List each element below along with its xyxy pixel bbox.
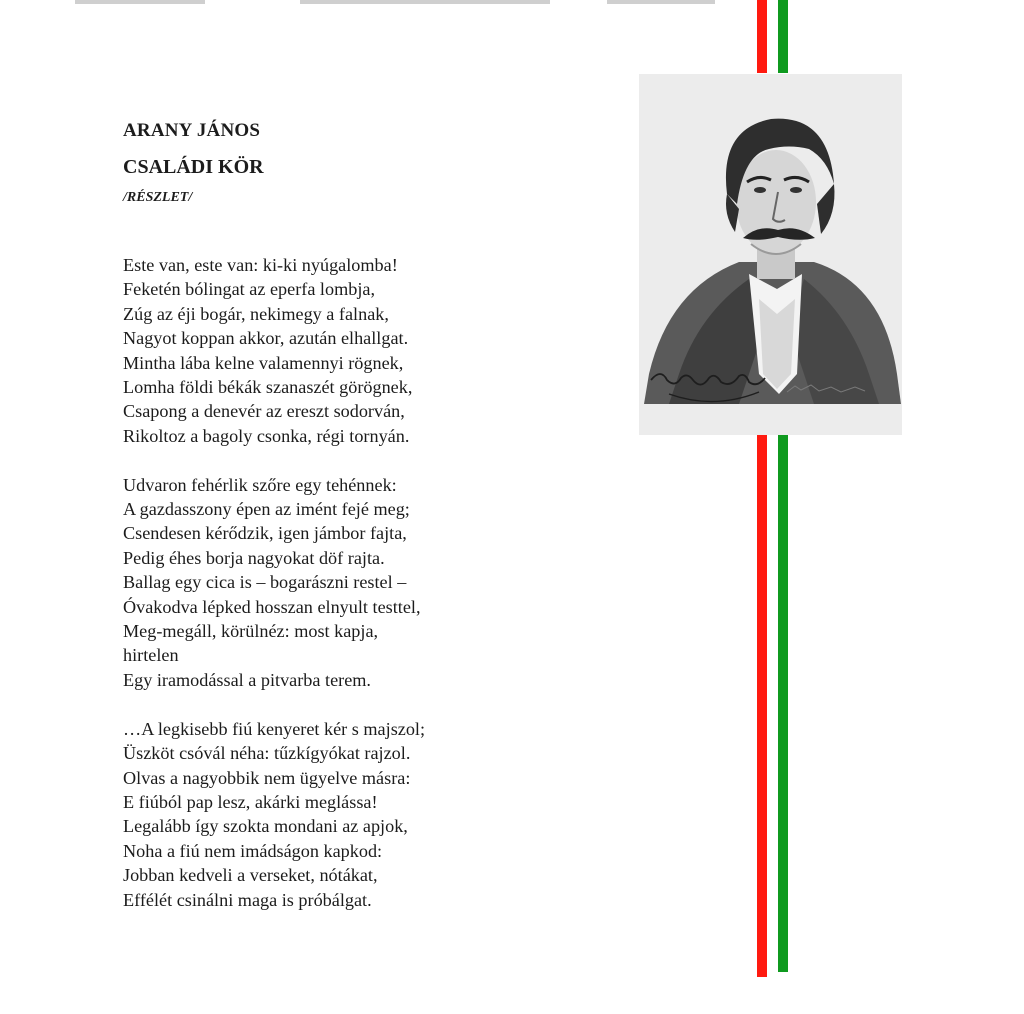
- poem-line: Noha a fiú nem imádságon kapkod:: [123, 840, 383, 861]
- stanza-2: [123, 473, 425, 693]
- poem-line: Csapong a denevér az ereszt sodorván,: [123, 401, 405, 422]
- poem-line: Lomha földi békák szanaszét görögnek,: [123, 377, 413, 398]
- poem-line: Este van, este van: ki-ki nyúgalomba!: [123, 255, 398, 275]
- poem-line: Udvaron fehérlik szőre egy tehénnek:: [123, 474, 397, 495]
- poem-subtitle: /RÉSZLET/: [123, 190, 193, 205]
- poem-line: Üszköt csóvál néha: tűzkígyókat rajzol.: [123, 743, 411, 764]
- flag-stripe-green: [778, 434, 788, 972]
- poem-line: Csendesen kérődzik, igen jámbor fajta,: [123, 523, 407, 544]
- poem-line: Pedig éhes borja nagyokat döf rajta.: [123, 547, 385, 568]
- poem-line: hirtelen: [123, 645, 179, 666]
- top-edge-rule: [75, 0, 205, 4]
- author-portrait: [639, 74, 902, 435]
- poem-line: Ballag egy cica is – bogarászni restel –: [123, 572, 407, 593]
- poem-line: Rikoltoz a bagoly csonka, régi tornyán.: [123, 425, 410, 446]
- author-name: ARANY JÁNOS: [123, 120, 261, 141]
- poem-line: Óvakodva lépked hosszan elnyult testtel,: [123, 596, 421, 617]
- poem-header: [123, 120, 264, 206]
- poem-line: …A legkisebb fiú kenyeret kér s majszol;: [123, 718, 426, 739]
- flag-stripe-green: [778, 0, 788, 73]
- portrait-engraving: [639, 74, 902, 435]
- poem-line: Meg-megáll, körülnéz: most kapja,: [123, 621, 379, 642]
- top-edge-rule: [607, 0, 715, 4]
- poem-line: Feketén bólingat az eperfa lombja,: [123, 279, 375, 300]
- poem-line: Zúg az éji bogár, nekimegy a falnak,: [123, 303, 389, 324]
- poem-title: CSALÁDI KÖR: [123, 156, 264, 178]
- flag-stripe-red: [757, 434, 767, 977]
- stanza-3: [123, 717, 425, 912]
- poem-line: Olvas a nagyobbik nem ügyelve másra:: [123, 767, 411, 788]
- poem-line: Effélét csinálni maga is próbálgat.: [123, 889, 372, 910]
- flag-stripe-red: [757, 0, 767, 73]
- top-edge-rule: [300, 0, 550, 4]
- stanza-1: [123, 253, 425, 448]
- poem-line: Legalább így szokta mondani az apjok,: [123, 816, 408, 837]
- poem-line: Egy iramodással a pitvarba terem.: [123, 669, 371, 690]
- poem-line: Nagyot koppan akkor, azután elhallgat.: [123, 328, 409, 349]
- poem-line: A gazdasszony épen az imént fejé meg;: [123, 499, 410, 520]
- poem-line: Jobban kedveli a verseket, nótákat,: [123, 865, 378, 886]
- poem-line: Mintha lába kelne valamennyi rögnek,: [123, 352, 404, 373]
- poem-body: [123, 253, 425, 936]
- poem-line: E fiúból pap lesz, akárki meglássa!: [123, 791, 378, 812]
